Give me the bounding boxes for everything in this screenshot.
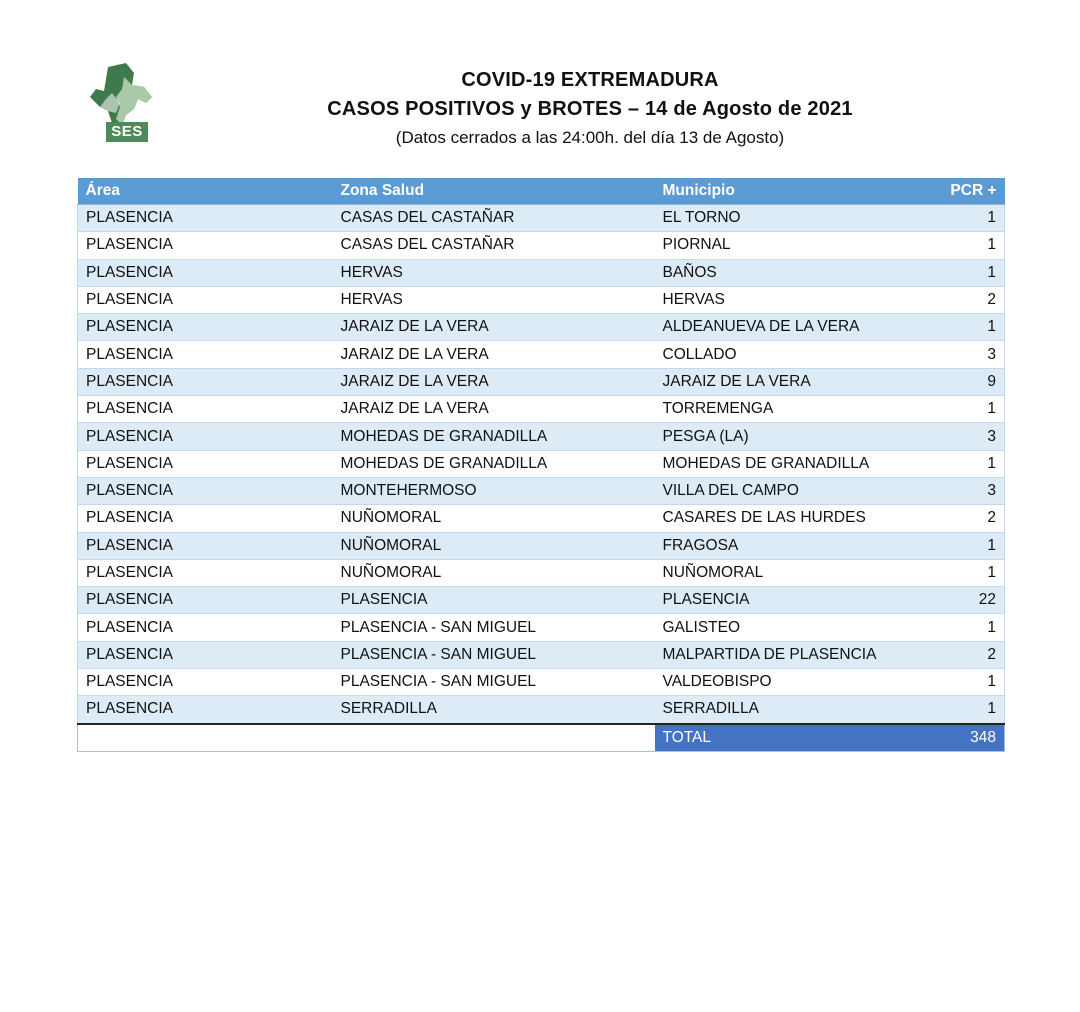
table-row [78,205,1005,232]
cell-municipio: VALDEOBISPO [655,669,915,696]
cell-municipio: JARAIZ DE LA VERA [655,368,915,395]
cell-area: PLASENCIA [78,669,333,696]
cell-zona-salud: JARAIZ DE LA VERA [333,341,655,368]
cell-area: PLASENCIA [78,477,333,504]
document-header [290,66,890,151]
cell-area: PLASENCIA [78,532,333,559]
cell-pcr: 1 [915,205,1005,232]
cell-zona-salud: SERRADILLA [333,696,655,724]
cell-zona-salud: PLASENCIA - SAN MIGUEL [333,614,655,641]
cell-area: PLASENCIA [78,232,333,259]
cell-pcr: 1 [915,559,1005,586]
cell-pcr: 1 [915,396,1005,423]
table-header-row [78,178,1005,205]
cell-municipio: MALPARTIDA DE PLASENCIA [655,641,915,668]
table-row [78,368,1005,395]
table-row [78,532,1005,559]
cell-municipio: PLASENCIA [655,587,915,614]
cell-area: PLASENCIA [78,259,333,286]
table-body [78,205,1005,752]
cell-municipio: TORREMENGA [655,396,915,423]
column-header-municipio: Municipio [655,178,915,205]
cell-area: PLASENCIA [78,368,333,395]
cell-municipio: SERRADILLA [655,696,915,724]
cell-area: PLASENCIA [78,396,333,423]
cell-zona-salud: PLASENCIA - SAN MIGUEL [333,641,655,668]
cell-area: PLASENCIA [78,423,333,450]
table-row [78,587,1005,614]
table-row [78,505,1005,532]
cell-zona-salud: NUÑOMORAL [333,559,655,586]
table-row [78,641,1005,668]
table-row [78,559,1005,586]
cell-pcr: 2 [915,505,1005,532]
document-note: (Datos cerrados a las 24:00h. del día 13 de Agosto) [395,128,785,147]
cell-municipio: MOHEDAS DE GRANADILLA [655,450,915,477]
cell-zona-salud: CASAS DEL CASTAÑAR [333,232,655,259]
cell-municipio: EL TORNO [655,205,915,232]
cell-zona-salud: MONTEHERMOSO [333,477,655,504]
cell-pcr: 1 [915,232,1005,259]
cell-pcr: 1 [915,532,1005,559]
cell-pcr: 1 [915,259,1005,286]
cell-pcr: 1 [915,314,1005,341]
cell-area: PLASENCIA [78,450,333,477]
cell-zona-salud: JARAIZ DE LA VERA [333,368,655,395]
cases-table [77,178,1005,752]
table-row [78,477,1005,504]
cell-area: PLASENCIA [78,559,333,586]
cell-zona-salud: MOHEDAS DE GRANADILLA [333,423,655,450]
cell-area: PLASENCIA [78,696,333,724]
cell-zona-salud: MOHEDAS DE GRANADILLA [333,450,655,477]
table-row [78,314,1005,341]
table-row [78,423,1005,450]
cell-pcr: 3 [915,341,1005,368]
cell-municipio: VILLA DEL CAMPO [655,477,915,504]
cell-municipio: COLLADO [655,341,915,368]
cell-zona-salud: JARAIZ DE LA VERA [333,396,655,423]
cell-zona-salud: HERVAS [333,259,655,286]
cell-pcr: 1 [915,669,1005,696]
cell-pcr: 9 [915,368,1005,395]
table-row [78,396,1005,423]
cell-municipio: PESGA (LA) [655,423,915,450]
cell-municipio: NUÑOMORAL [655,559,915,586]
cell-zona-salud: NUÑOMORAL [333,505,655,532]
cell-municipio: ALDEANUEVA DE LA VERA [655,314,915,341]
table-header [78,178,1005,205]
table-row [78,450,1005,477]
cell-area: PLASENCIA [78,286,333,313]
total-row-blank [78,724,655,752]
cell-zona-salud: CASAS DEL CASTAÑAR [333,205,655,232]
cell-pcr: 1 [915,614,1005,641]
total-label: TOTAL [655,724,915,752]
ses-logo [86,63,162,147]
cell-area: PLASENCIA [78,505,333,532]
cell-pcr: 2 [915,641,1005,668]
cell-area: PLASENCIA [78,614,333,641]
table-row [78,286,1005,313]
column-header-pcr: PCR + [915,178,1005,205]
cell-area: PLASENCIA [78,587,333,614]
cell-zona-salud: NUÑOMORAL [333,532,655,559]
cell-municipio: PIORNAL [655,232,915,259]
ses-logo-text: SES [106,122,148,142]
cell-area: PLASENCIA [78,314,333,341]
cell-municipio: HERVAS [655,286,915,313]
table-row [78,259,1005,286]
cell-municipio: CASARES DE LAS HURDES [655,505,915,532]
total-value: 348 [915,724,1005,752]
table-row [78,614,1005,641]
cell-pcr: 3 [915,423,1005,450]
table-row [78,232,1005,259]
cell-area: PLASENCIA [78,341,333,368]
cell-zona-salud: JARAIZ DE LA VERA [333,314,655,341]
cell-pcr: 3 [915,477,1005,504]
cell-zona-salud: PLASENCIA [333,587,655,614]
table-row [78,696,1005,724]
cell-municipio: BAÑOS [655,259,915,286]
document-title: COVID-19 EXTREMADURA [461,69,719,91]
cell-pcr: 2 [915,286,1005,313]
cell-municipio: FRAGOSA [655,532,915,559]
cell-area: PLASENCIA [78,641,333,668]
table-row [78,669,1005,696]
table-row [78,341,1005,368]
cell-zona-salud: PLASENCIA - SAN MIGUEL [333,669,655,696]
cell-municipio: GALISTEO [655,614,915,641]
document-subtitle: CASOS POSITIVOS y BROTES – 14 de Agosto de 2021 [327,98,853,120]
cell-pcr: 22 [915,587,1005,614]
column-header-area: Área [78,178,333,205]
column-header-zona-salud: Zona Salud [333,178,655,205]
cell-pcr: 1 [915,696,1005,724]
cell-zona-salud: HERVAS [333,286,655,313]
cell-pcr: 1 [915,450,1005,477]
cell-area: PLASENCIA [78,205,333,232]
total-row [78,724,1005,752]
